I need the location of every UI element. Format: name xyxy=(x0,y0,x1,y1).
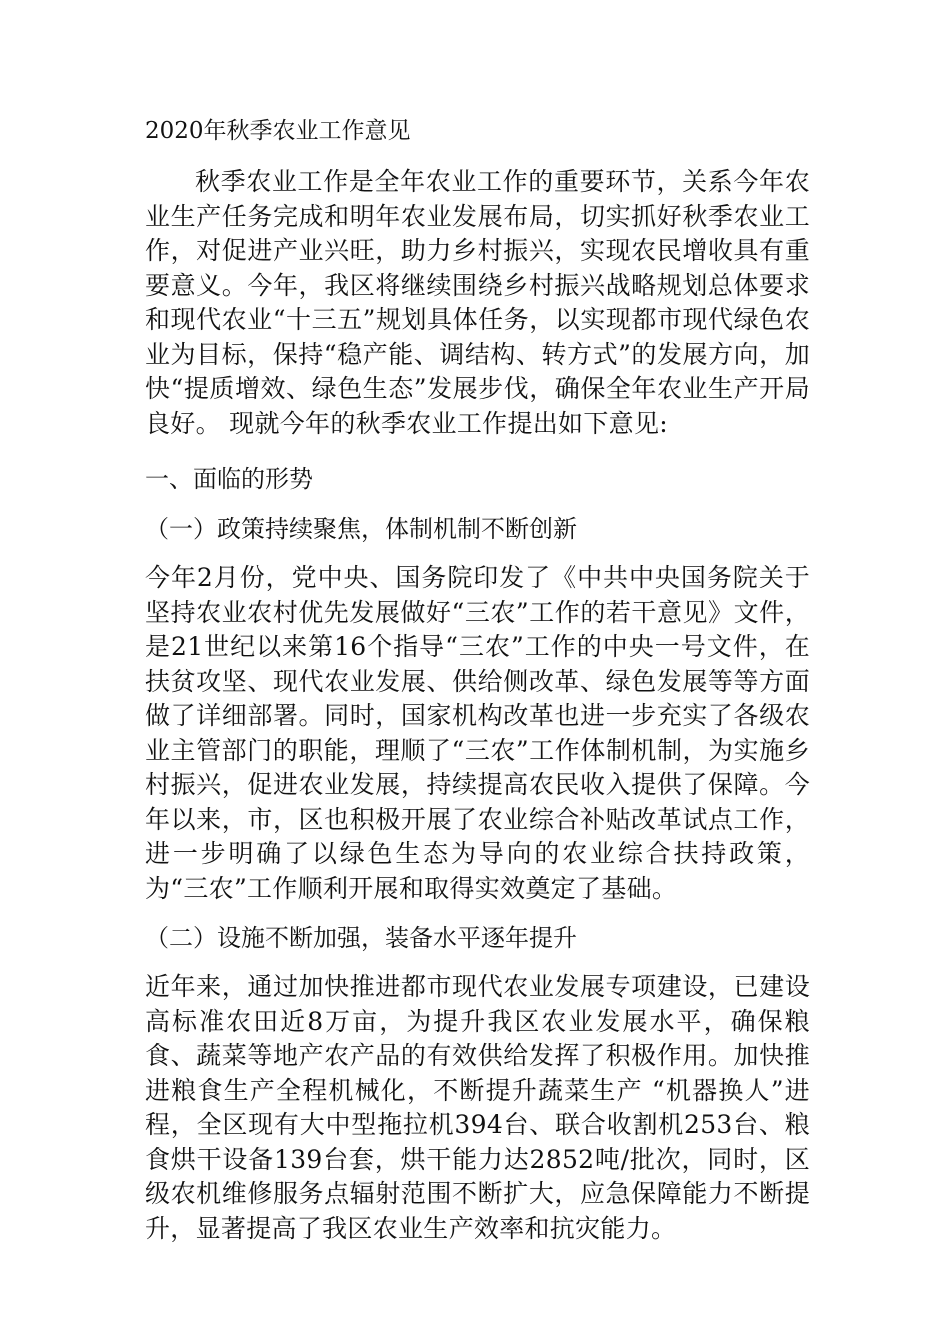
subsection-heading-policy: （一）政策持续聚焦，体制机制不断创新 xyxy=(145,515,577,543)
spacer xyxy=(145,906,810,920)
intro-paragraph: 秋季农业工作是全年农业工作的重要环节，关系今年农业生产任务完成和明年农业发展布局，切实抓好秋季农业工作，对促进产业兴旺，助力乡村振兴，实现农民增收具有重要意义。今年，我区将继续围绕乡村振兴战略规划总体要求和现代农业“十三五”规划具体任务，以实现都市现代绿色农业为目标，保持“稳产能、调结构、转方式”的发展方向，加快“提质增效、绿色生态”发展步伐，确保全年农业生产开局良好。 现就今年的秋季农业工作提出如下意见: xyxy=(145,167,810,438)
document-page xyxy=(145,113,810,1246)
spacer xyxy=(145,956,810,970)
spacer xyxy=(145,441,810,461)
facilities-paragraph: 近年来，通过加快推进都市现代农业发展专项建设，已建设高标准农田近8万亩，为提升我区农业发展水平，确保粮食、蔬菜等地产农产品的有效供给发挥了积极作用。加快推进粮食生产全程机械化，不断提升蔬菜生产 “机器换人”进程，全区现有大中型拖拉机394台、联合收割机253台、粮食烘干设备139台套，烘干能力达2852吨/批次，同时，区级农机维修服务点辐射范围不断扩大，应急保障能力不断提升，显著提高了我区农业生产效率和抗灾能力。 xyxy=(145,972,810,1243)
spacer xyxy=(145,547,810,561)
section-heading-situation: 一、面临的形势 xyxy=(145,465,313,493)
spacer xyxy=(145,497,810,511)
policy-paragraph: 今年2月份，党中央、国务院印发了《中共中央国务院关于坚持农业农村优先发展做好“三农”工作的若干意见》文件，是21世纪以来第16个指导“三农”工作的中央一号文件，在扶贫攻坚、现代农业发展、供给侧改革、绿色发展等等方面做了详细部署。同时，国家机构改革也进一步充实了各级农业主管部门的职能，理顺了“三农”工作体制机制，为实施乡村振兴，促进农业发展，持续提高农民收入提供了保障。今年以来，市，区也积极开展了农业综合补贴改革试点工作，进一步明确了以绿色生态为导向的农业综合扶持政策，为“三农”工作顺利开展和取得实效奠定了基础。 xyxy=(145,563,810,903)
subsection-heading-facilities: （二）设施不断加强，装备水平逐年提升 xyxy=(145,924,577,952)
document-title: 2020年秋季农业工作意见 xyxy=(145,118,411,144)
